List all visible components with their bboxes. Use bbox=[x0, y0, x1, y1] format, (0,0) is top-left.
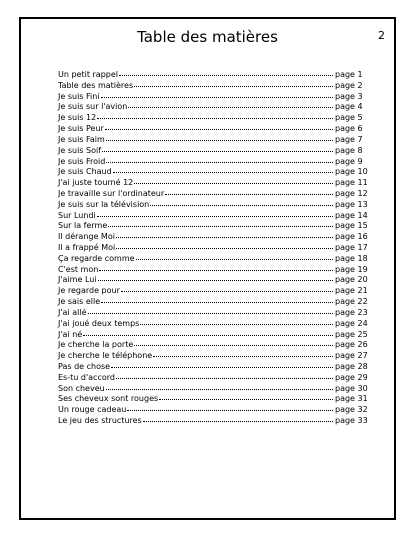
toc-entry-page: page 15 bbox=[335, 221, 368, 231]
toc-entry bbox=[58, 405, 368, 416]
toc-entry-label: Je suis Soif bbox=[58, 145, 102, 155]
toc-entry-label: Je regarde pour bbox=[58, 286, 120, 296]
table-of-contents bbox=[58, 70, 368, 427]
toc-entry-page: page 22 bbox=[335, 297, 368, 307]
toc-entry bbox=[58, 318, 368, 330]
toc-entry-page: page 5 bbox=[335, 113, 363, 123]
toc-dot-leader bbox=[105, 129, 333, 130]
toc-entry bbox=[58, 264, 368, 276]
toc-dot-leader bbox=[119, 75, 333, 76]
toc-dot-leader bbox=[134, 86, 333, 87]
toc-entry-page: page 26 bbox=[335, 340, 368, 350]
toc-entry bbox=[58, 394, 368, 405]
toc-entry-page: page 24 bbox=[335, 318, 368, 328]
toc-entry-label: Ses cheveux sont rouges bbox=[58, 394, 159, 404]
toc-dot-leader bbox=[127, 410, 333, 411]
toc-entry-label: Je suis Faim bbox=[58, 134, 105, 144]
toc-entry bbox=[58, 157, 365, 168]
toc-dot-leader bbox=[83, 335, 333, 336]
toc-entry-page: page 9 bbox=[335, 156, 363, 166]
toc-dot-leader bbox=[97, 216, 333, 217]
toc-entry-label: Je suis 12 bbox=[58, 113, 97, 123]
toc-entry bbox=[58, 124, 365, 135]
toc-entry-label: C'est mon bbox=[58, 264, 99, 274]
toc-dot-leader bbox=[88, 313, 334, 314]
toc-entry-label: Je suis Froid bbox=[58, 156, 106, 166]
toc-entry-label: J'ai joué deux temps bbox=[58, 318, 140, 328]
toc-entry bbox=[58, 146, 365, 157]
toc-entry-label: Un rouge cadeau bbox=[58, 405, 127, 415]
toc-entry-label: Table des matières bbox=[58, 80, 134, 90]
toc-entry-page: page 13 bbox=[335, 199, 368, 209]
toc-entry-page: page 8 bbox=[335, 145, 363, 155]
toc-entry-label: Je cherche le téléphone bbox=[58, 351, 153, 361]
toc-entry-page: page 2 bbox=[335, 80, 363, 90]
toc-dot-leader bbox=[116, 237, 333, 238]
toc-entry-label: Il a frappé Moi bbox=[58, 243, 116, 252]
toc-entry-label: Je sais elle bbox=[58, 297, 101, 307]
toc-entry bbox=[58, 167, 368, 178]
toc-dot-leader bbox=[143, 421, 333, 422]
toc-entry bbox=[58, 188, 368, 200]
toc-dot-leader bbox=[134, 345, 333, 346]
toc-entry-label: Je suis Chaud bbox=[58, 167, 112, 177]
toc-entry-label: Ça regarde comme bbox=[58, 253, 135, 263]
toc-entry bbox=[58, 70, 365, 81]
toc-dot-leader bbox=[106, 140, 333, 141]
toc-entry bbox=[58, 286, 368, 297]
toc-entry bbox=[58, 275, 368, 286]
toc-dot-leader bbox=[165, 194, 333, 195]
toc-dot-leader bbox=[113, 172, 333, 173]
toc-entry bbox=[58, 102, 365, 113]
toc-entry bbox=[58, 361, 368, 373]
page-number: 2 bbox=[378, 29, 385, 42]
toc-entry bbox=[58, 92, 365, 103]
toc-entry-page: page 21 bbox=[335, 286, 368, 296]
toc-entry-label: J'aime Lui bbox=[58, 275, 97, 285]
toc-entry-label: Je suis Fini bbox=[58, 91, 100, 101]
toc-entry bbox=[58, 351, 368, 362]
toc-entry-label: Sur Lundi bbox=[58, 210, 96, 220]
toc-entry-page: page 25 bbox=[335, 329, 368, 339]
toc-entry-page: page 23 bbox=[335, 307, 368, 317]
toc-entry-page: page 19 bbox=[335, 264, 368, 274]
toc-entry bbox=[58, 372, 368, 384]
toc-entry bbox=[58, 253, 368, 265]
toc-entry-label: Je suis sur la télévision bbox=[58, 199, 150, 209]
toc-entry bbox=[58, 297, 368, 308]
toc-entry-page: page 12 bbox=[335, 188, 368, 198]
toc-dot-leader bbox=[128, 107, 333, 108]
toc-dot-leader bbox=[136, 259, 333, 260]
toc-entry bbox=[58, 243, 368, 254]
toc-entry-label: Le jeu des structures bbox=[58, 416, 142, 425]
toc-entry bbox=[58, 178, 368, 189]
toc-entry-label: Je travaille sur l'ordinateur bbox=[58, 188, 165, 198]
toc-entry-label: Je suis Peur bbox=[58, 124, 104, 134]
toc-dot-leader bbox=[99, 270, 333, 271]
toc-dot-leader bbox=[101, 97, 333, 98]
toc-dot-leader bbox=[102, 151, 333, 152]
toc-entry bbox=[58, 210, 368, 222]
toc-entry-page: page 18 bbox=[335, 253, 368, 263]
toc-entry bbox=[58, 81, 365, 92]
toc-dot-leader bbox=[153, 356, 333, 357]
toc-entry-page: page 11 bbox=[335, 178, 368, 188]
toc-entry-label: Sur la ferme bbox=[58, 221, 108, 231]
toc-entry-page: page 1 bbox=[335, 70, 363, 79]
toc-dot-leader bbox=[108, 226, 333, 227]
toc-dot-leader bbox=[101, 302, 333, 303]
toc-entry-page: page 20 bbox=[335, 275, 368, 285]
document-page bbox=[19, 17, 396, 520]
toc-entry-page: page 4 bbox=[335, 102, 363, 112]
toc-entry-page: page 30 bbox=[335, 383, 368, 393]
toc-entry-page: page 10 bbox=[335, 167, 368, 177]
toc-dot-leader bbox=[121, 291, 333, 292]
toc-entry-label: Son cheveu bbox=[58, 383, 105, 393]
toc-dot-leader bbox=[97, 118, 333, 119]
toc-entry-page: page 32 bbox=[335, 405, 368, 415]
toc-entry bbox=[58, 113, 365, 124]
toc-dot-leader bbox=[140, 324, 333, 325]
toc-dot-leader bbox=[98, 280, 333, 281]
toc-dot-leader bbox=[106, 162, 333, 163]
toc-entry-label: J'ai né bbox=[58, 329, 83, 339]
toc-entry bbox=[58, 221, 368, 232]
toc-entry-page: page 7 bbox=[335, 134, 363, 144]
toc-entry-label: Es-tu d'accord bbox=[58, 372, 115, 382]
toc-entry-label: Je cherche la porte bbox=[58, 340, 134, 350]
toc-entry-page: page 3 bbox=[335, 91, 363, 101]
toc-dot-leader bbox=[111, 367, 333, 368]
toc-entry bbox=[58, 329, 368, 341]
toc-entry-page: page 27 bbox=[335, 351, 368, 361]
toc-entry bbox=[58, 232, 368, 243]
toc-entry bbox=[58, 416, 368, 427]
toc-entry-page: page 17 bbox=[335, 243, 368, 252]
toc-entry-label: J'ai allé bbox=[58, 307, 87, 317]
toc-entry-label: Un petit rappel bbox=[58, 70, 118, 79]
page-title: Table des matières bbox=[137, 28, 278, 46]
toc-dot-leader bbox=[159, 399, 333, 400]
toc-entry-page: page 31 bbox=[335, 394, 368, 404]
toc-entry-label: Je suis sur l'avion bbox=[58, 102, 128, 112]
toc-entry-label: Il dérange Moi bbox=[58, 232, 115, 242]
toc-dot-leader bbox=[116, 248, 333, 249]
toc-dot-leader bbox=[150, 205, 333, 206]
toc-entry bbox=[58, 199, 368, 211]
toc-entry bbox=[58, 307, 368, 319]
toc-entry-page: page 28 bbox=[335, 361, 368, 371]
toc-entry-label: Pas de chose bbox=[58, 361, 111, 371]
toc-entry-page: page 6 bbox=[335, 124, 363, 134]
toc-entry bbox=[58, 383, 368, 395]
toc-dot-leader bbox=[116, 378, 333, 379]
toc-entry-page: page 29 bbox=[335, 372, 368, 382]
toc-entry-label: J'ai juste tourné 12 bbox=[58, 178, 134, 188]
toc-entry bbox=[58, 135, 365, 146]
toc-entry-page: page 33 bbox=[335, 416, 368, 425]
toc-entry bbox=[58, 340, 368, 351]
toc-entry-page: page 14 bbox=[335, 210, 368, 220]
toc-entry-page: page 16 bbox=[335, 232, 368, 242]
toc-dot-leader bbox=[106, 389, 333, 390]
toc-dot-leader bbox=[134, 183, 333, 184]
